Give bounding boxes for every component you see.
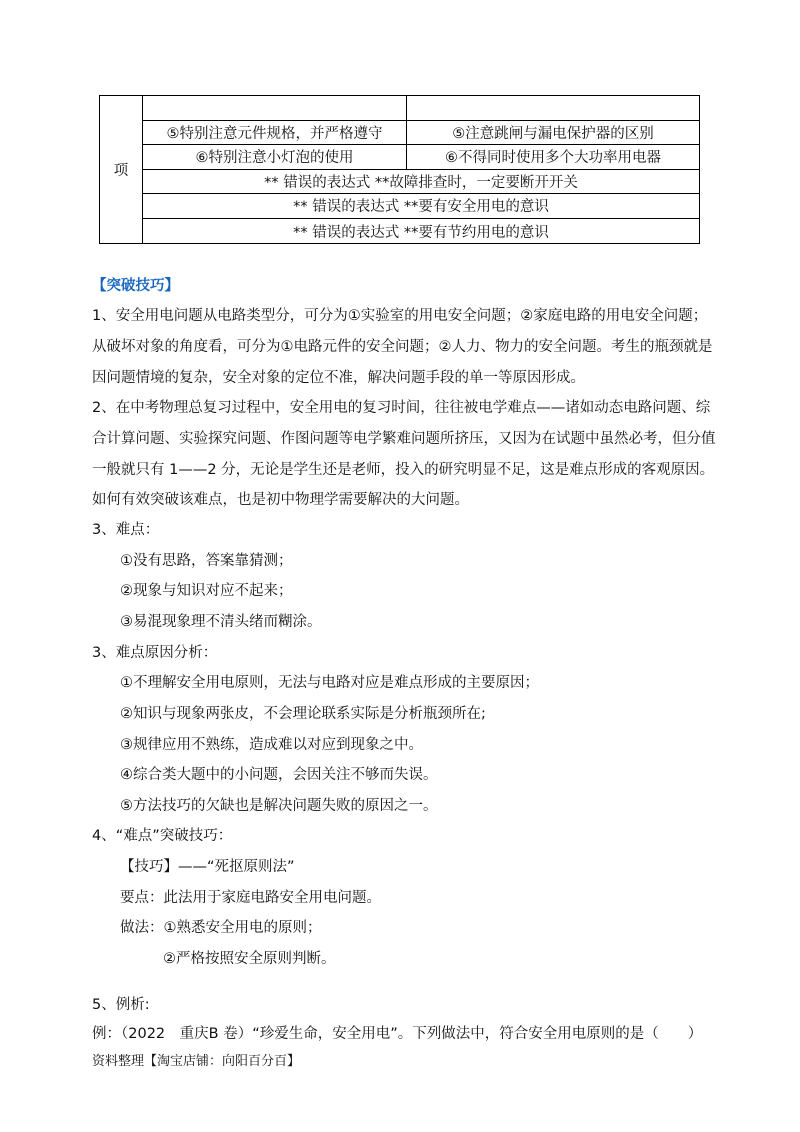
- text-line: 从破坏对象的角度看，可分为①电路元件的安全问题；②人力、物力的安全问题。考生的瓶颈就是: [92, 339, 713, 355]
- text-line: 2、在中考物理总复习过程中，安全用电的复习时间，往往被电学难点——诸如动态电路问题、综: [92, 400, 711, 416]
- table-cell-left: ⑤特别注意元件规格，并严格遵守: [143, 121, 407, 145]
- example-question: 例：（2022 重庆B 卷）“珍爱生命，安全用电”。下列做法中，符合安全用电原则的是（ ）: [92, 1026, 703, 1042]
- list-item: ③易混现象理不清头绪而糊涂。: [120, 614, 322, 630]
- section-heading: 【突破技巧】: [92, 278, 179, 294]
- list-item: 做法：①熟悉安全用电的原则；: [120, 920, 322, 936]
- list-item: ②知识与现象两张皮，不会理论联系实际是分析瓶颈所在;: [120, 706, 486, 722]
- list-item: ⑤方法技巧的欠缺也是解决问题失败的原因之一。: [120, 798, 438, 814]
- text-line: 5、例析:: [92, 997, 150, 1013]
- table-side-label: 项: [100, 96, 143, 243]
- text-line: 4、“难点”突破技巧：: [92, 828, 233, 844]
- table-row-merged: [143, 219, 699, 244]
- table-row: [143, 121, 699, 146]
- table-cell-merged: ** 错误的表达式 **要有节约用电的意识: [293, 224, 549, 241]
- page-footer: 资料整理【淘宝店铺：向阳百分百】: [92, 1054, 301, 1069]
- text-line: 3、难点：: [92, 522, 160, 538]
- list-item: ①没有思路，答案靠猜测；: [120, 553, 293, 569]
- list-item: ②严格按照安全原则判断。: [163, 951, 336, 967]
- list-item: ①不理解安全用电原则，无法与电路对应是难点形成的主要原因；: [120, 675, 539, 691]
- table-cell-right: ⑤注意跳闸与漏电保护器的区别: [452, 125, 654, 142]
- list-item: 【技巧】——“死抠原则法”: [120, 859, 295, 875]
- table-cell-merged: ** 错误的表达式 **要有安全用电的意识: [293, 199, 549, 216]
- table-cell-left: [143, 96, 407, 120]
- text-line: 1、安全用电问题从电路类型分，可分为①实验室的用电安全问题；②家庭电路的用电安全问题；: [92, 308, 708, 324]
- table-cell-merged: ** 错误的表达式 **故障排查时，一定要断开开关: [264, 174, 578, 191]
- table-cell-left: ⑥特别注意小灯泡的使用: [143, 145, 407, 169]
- table-row: [143, 96, 699, 121]
- safety-table: [99, 95, 700, 244]
- list-item: ④综合类大题中的小问题，会因关注不够而失误。: [120, 767, 438, 783]
- table-cell-right: [407, 96, 699, 120]
- table-row-merged: [143, 194, 699, 219]
- text-line: 如何有效突破该难点，也是初中物理学需要解决的大问题。: [92, 492, 469, 508]
- list-item: ②现象与知识对应不起来；: [120, 583, 293, 599]
- table-row-merged: [143, 170, 699, 195]
- list-item: 要点：此法用于家庭电路安全用电问题。: [120, 890, 381, 906]
- text-line: 因问题情境的复杂，安全对象的定位不准，解决问题手段的单一等原因形成。: [92, 370, 585, 386]
- table-cell-right: ⑥不得同时使用多个大功率用电器: [445, 150, 661, 167]
- list-item: ③规律应用不熟练，造成难以对应到现象之中。: [120, 737, 423, 753]
- text-line: 3、难点原因分析：: [92, 645, 218, 661]
- text-line: 合计算问题、实验探究问题、作图问题等电学繁难问题所挤压，又因为在试题中虽然必考，但分值: [92, 431, 716, 447]
- table-row: [143, 145, 699, 170]
- text-line: 一般就只有 1——2 分，无论是学生还是老师，投入的研究明显不足，这是难点形成的客观原因。: [92, 462, 715, 478]
